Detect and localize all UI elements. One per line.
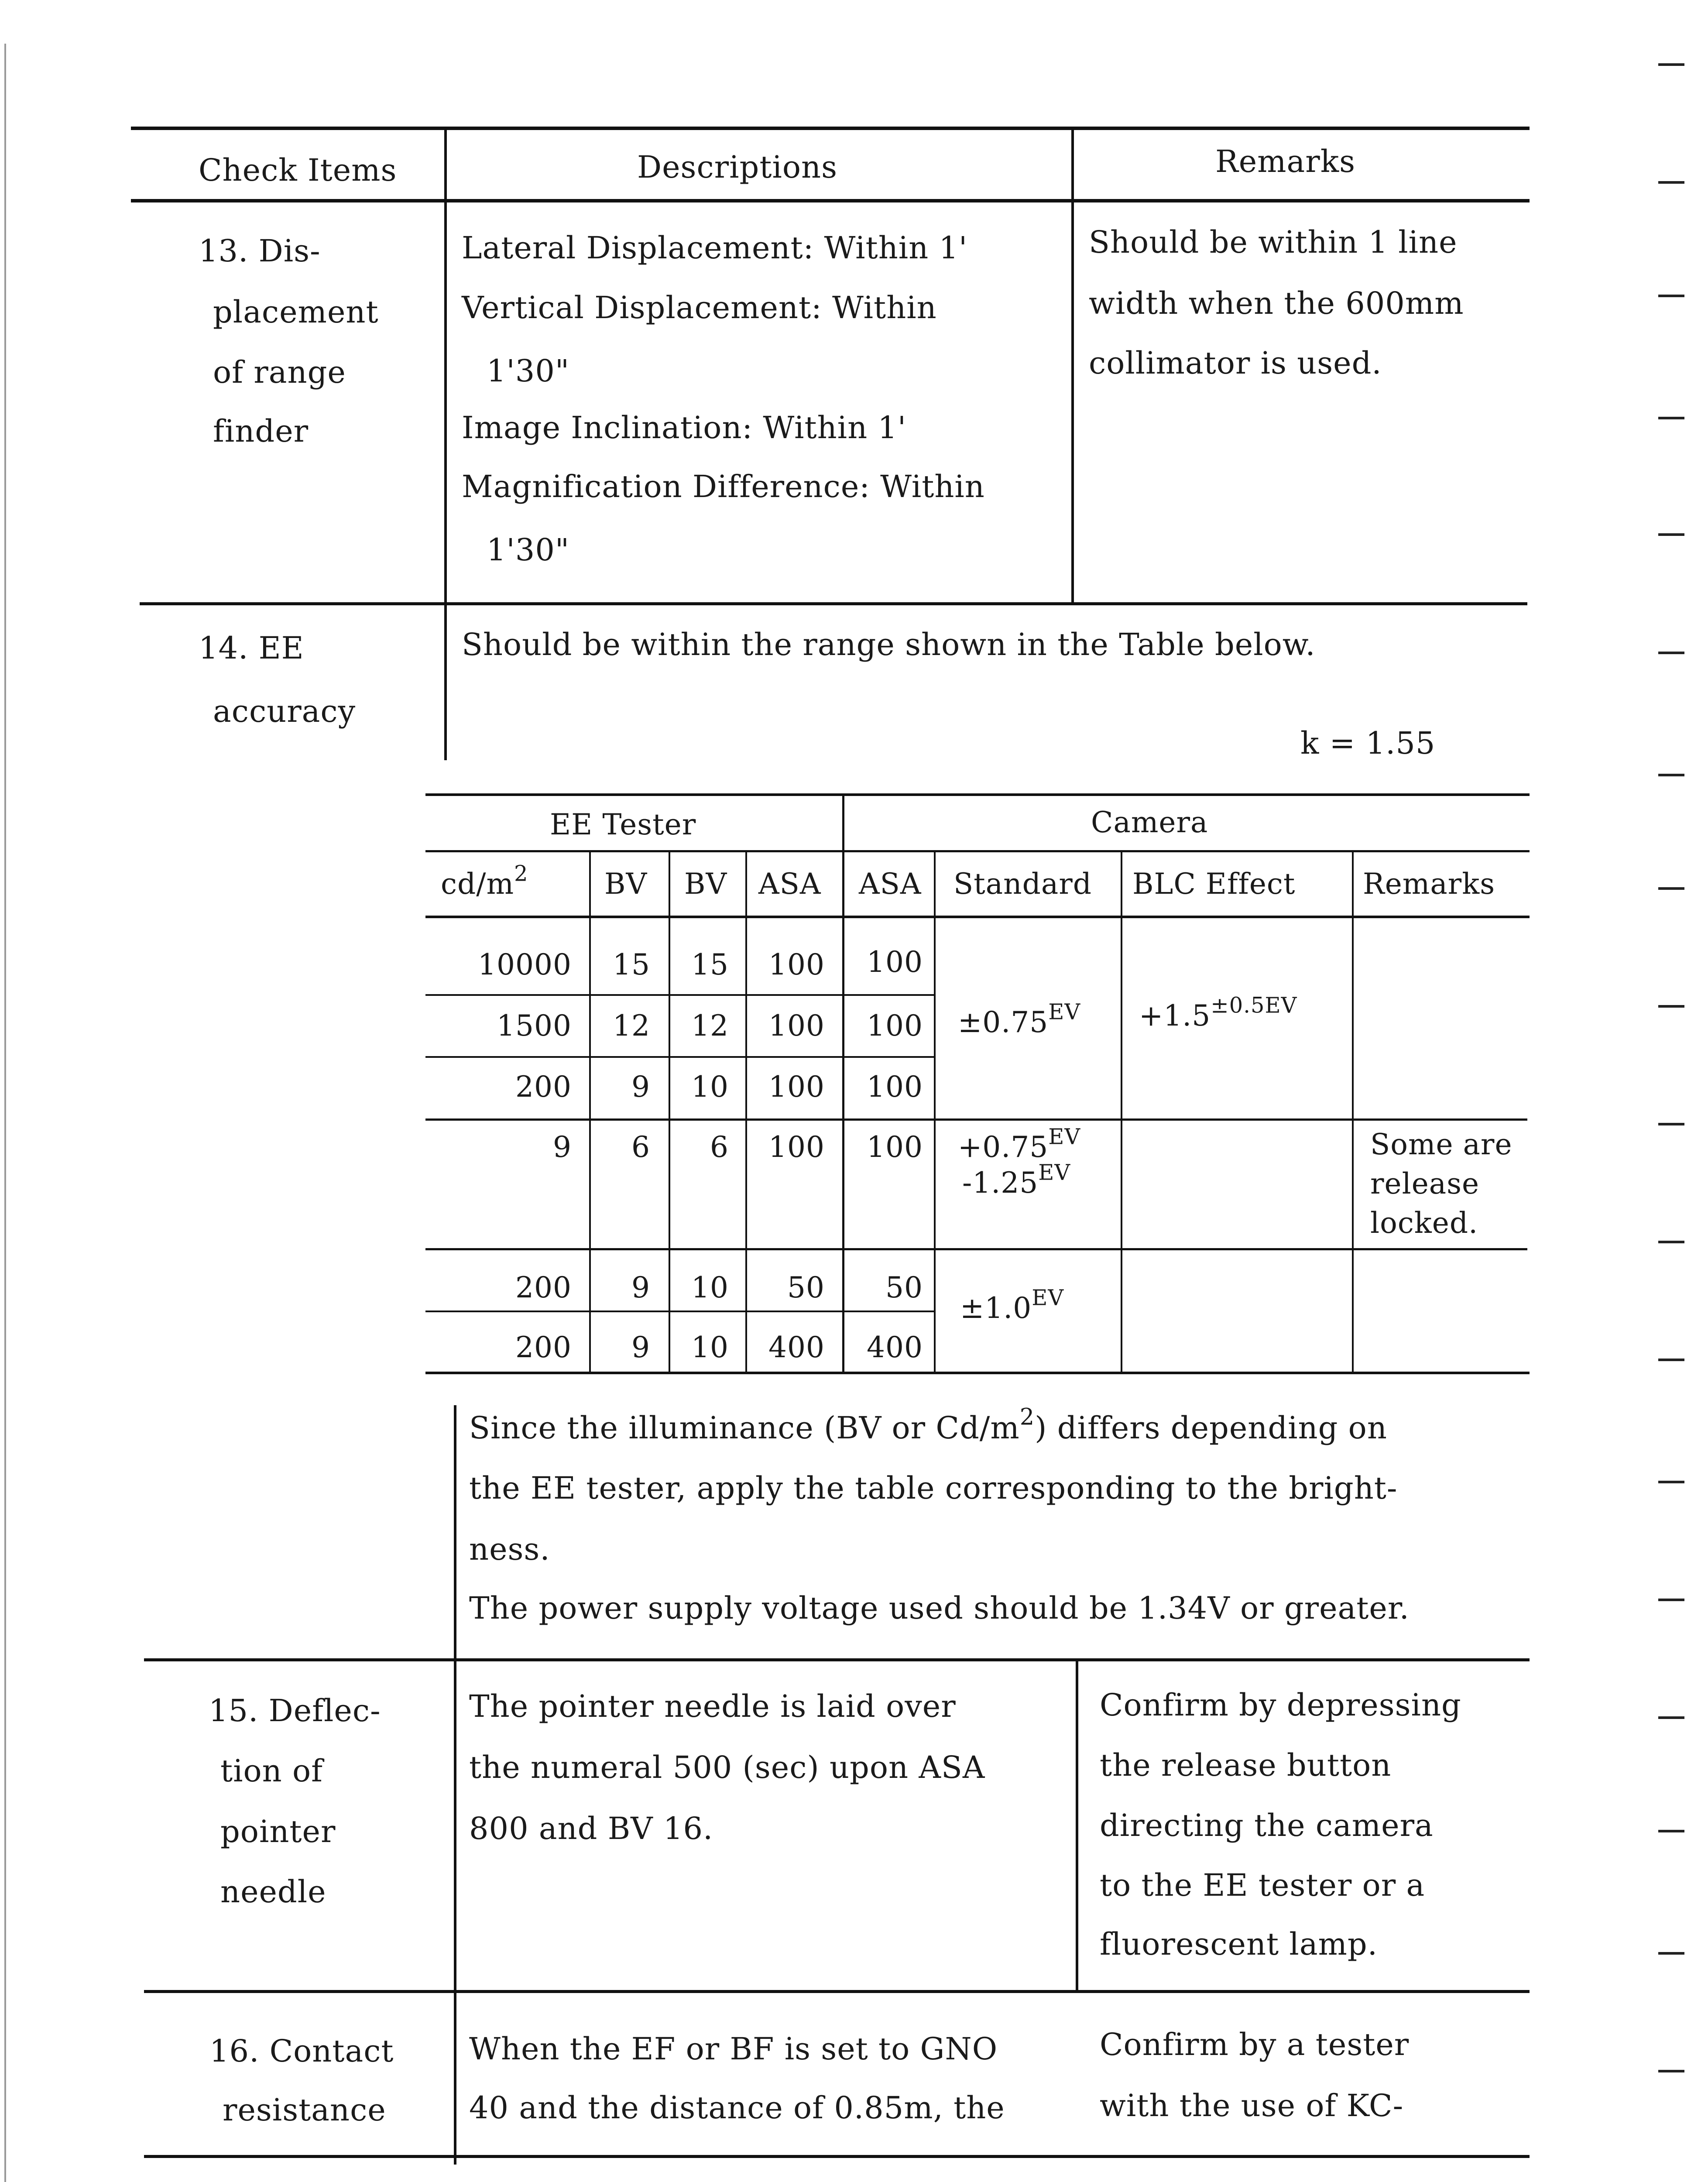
header-descriptions: Descriptions: [637, 149, 838, 185]
col-remarks-header: Remarks: [1363, 867, 1495, 901]
ee-tester-group-header: EE Tester: [550, 808, 696, 841]
page-edge: [4, 44, 6, 2182]
header-remarks: Remarks: [1215, 144, 1356, 179]
standard-row-4b: $-1.25^{EV}$: [962, 1160, 1071, 1200]
col-blc-header: BLC Effect: [1132, 867, 1296, 901]
blc-group-1: $+1.5^{\pm 0.5EV}$: [1139, 992, 1297, 1033]
col-asa1-header: ASA: [758, 867, 821, 901]
standard-group-1: $\pm 0.75^{EV}$: [958, 999, 1081, 1039]
k-value: k = 1.55: [1300, 725, 1436, 761]
camera-group-header: Camera: [1091, 806, 1208, 839]
item-14-description: Should be within the range shown in the Table below.: [462, 627, 1316, 662]
standard-row-4a: $+0.75^{EV}$: [958, 1124, 1081, 1164]
col-cdm2-header: $cd/m^2$: [441, 861, 528, 901]
col-asa2-header: ASA: [859, 867, 922, 901]
header-check-items: Check Items: [199, 152, 397, 188]
col-standard-header: Standard: [953, 867, 1092, 901]
col-bv2-header: BV: [684, 867, 727, 901]
standard-group-3: $\pm 1.0^{EV}$: [960, 1285, 1064, 1325]
col-bv1-header: BV: [604, 867, 648, 901]
